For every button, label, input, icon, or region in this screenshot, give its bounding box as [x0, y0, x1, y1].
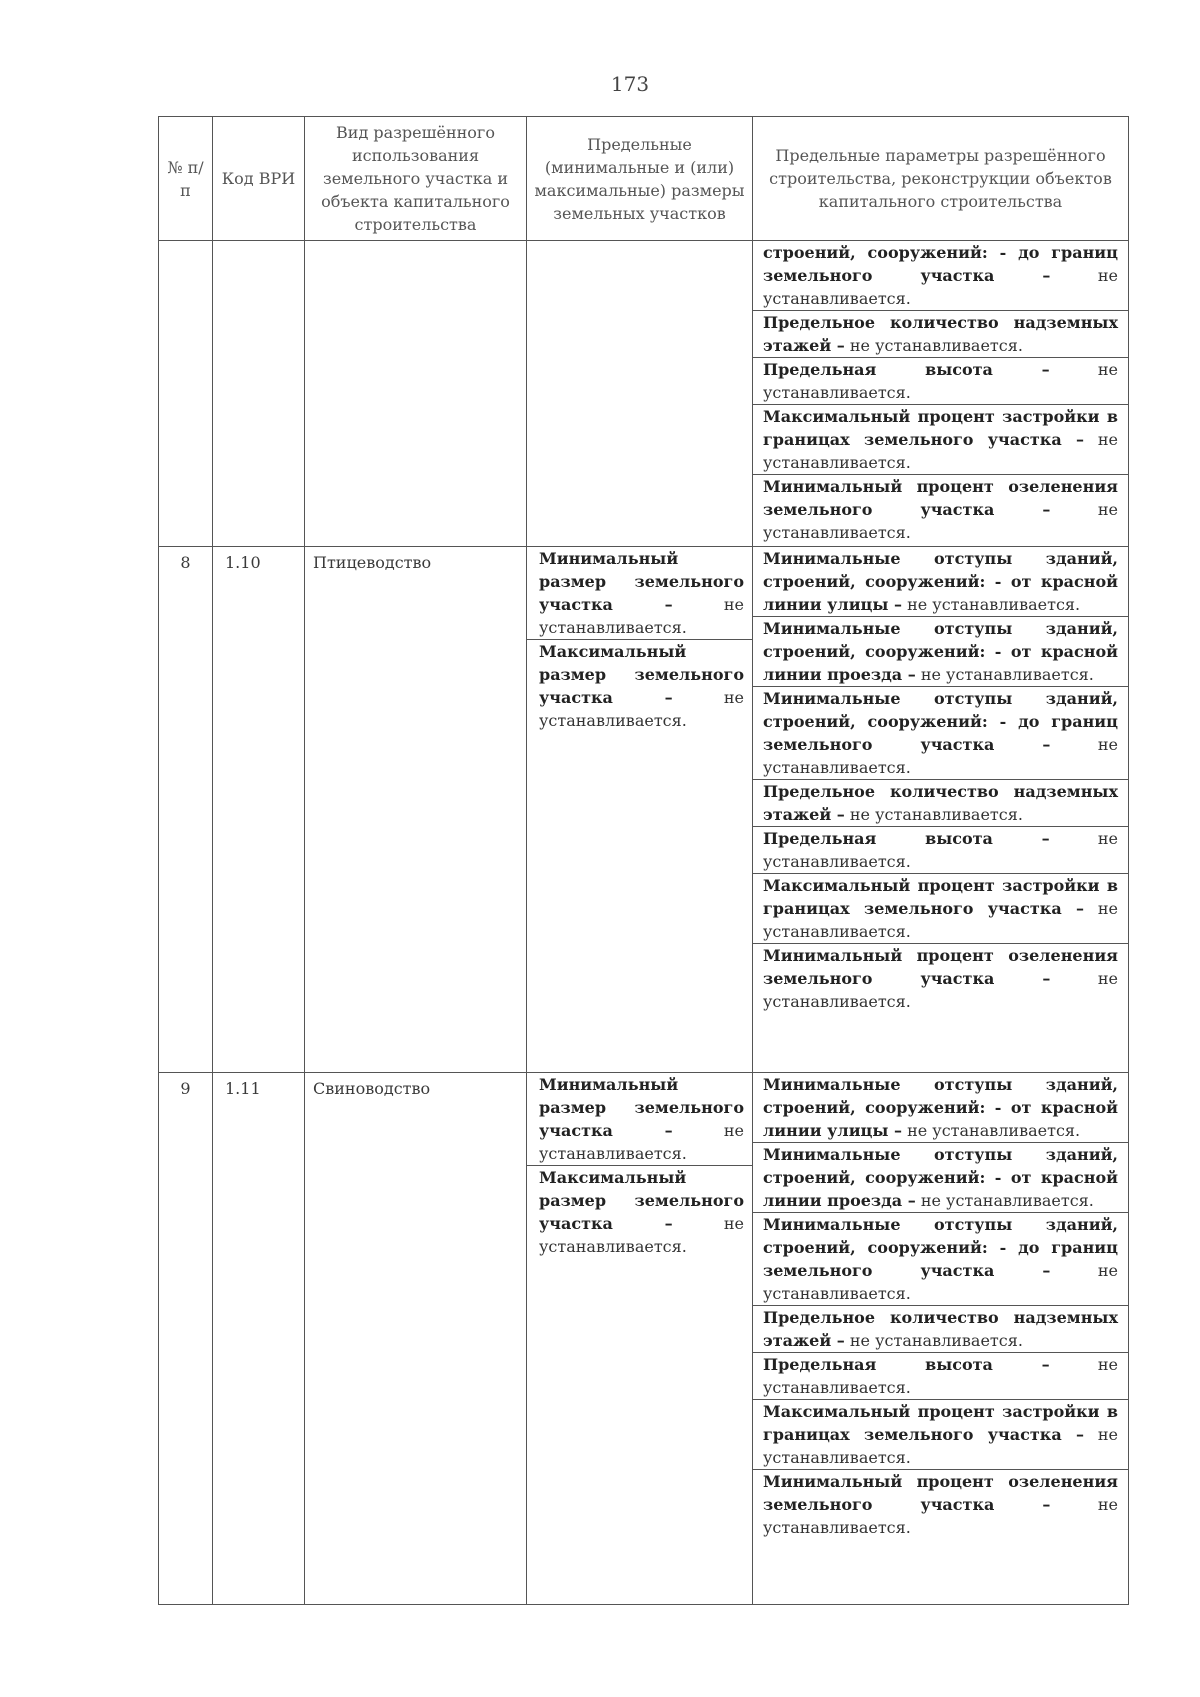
- size-item-label: Максимальный размер земельного участка –: [539, 642, 744, 707]
- param-item-label: Предельное количество надземных этажей –: [763, 782, 1118, 824]
- param-item: [753, 780, 1128, 827]
- param-item-label: Предельное количество надземных этажей –: [763, 313, 1118, 355]
- cell-code: [213, 241, 305, 547]
- param-item: [753, 1353, 1128, 1400]
- param-item-label: Предельная высота –: [763, 829, 1050, 848]
- size-item: [527, 1166, 752, 1258]
- param-item-label: Предельная высота –: [763, 1355, 1050, 1374]
- size-item: [527, 640, 752, 732]
- param-item-value: не устанавливается.: [915, 1191, 1094, 1210]
- param-item-label: Минимальные отступы зданий, строений, сооружений: - до границ земельного участка –: [763, 1215, 1118, 1280]
- param-item-label: Максимальный процент застройки в границах земельного участка –: [763, 876, 1118, 918]
- size-item-label: Минимальный размер земельного участка –: [539, 1075, 744, 1140]
- size-item-value: не устанавливается.: [539, 595, 744, 637]
- page-number: 173: [610, 72, 650, 96]
- size-item-value: не устанавливается.: [539, 688, 744, 730]
- cell-params: [753, 1073, 1129, 1605]
- param-item-label: Максимальный процент застройки в границах земельного участка –: [763, 1402, 1118, 1444]
- param-item-value: не устанавливается.: [763, 500, 1118, 542]
- param-item: [753, 547, 1128, 617]
- param-item: [753, 874, 1128, 944]
- param-item-value: не устанавливается.: [763, 1261, 1118, 1303]
- param-item-value: не устанавливается.: [763, 969, 1118, 1011]
- cell-vri: [305, 241, 527, 547]
- param-item-label: Максимальный процент застройки в границах земельного участка –: [763, 407, 1118, 449]
- param-item: [753, 827, 1128, 874]
- param-item: [753, 1073, 1128, 1143]
- param-item-value: не устанавливается.: [763, 1425, 1118, 1467]
- size-item-value: не устанавливается.: [539, 1121, 744, 1163]
- cell-num: 9: [159, 1073, 213, 1605]
- cell-params: [753, 547, 1129, 1073]
- cell-num: [159, 241, 213, 547]
- param-item-label: Минимальные отступы зданий, строений, сооружений: - от красной линии улицы –: [763, 549, 1118, 614]
- param-item-value: не устанавливается.: [763, 829, 1118, 871]
- cell-vri: Свиноводство: [305, 1073, 527, 1605]
- param-item: [753, 475, 1128, 544]
- sizes-stack: [527, 1073, 752, 1258]
- param-item-label: Минимальный процент озеленения земельного участка –: [763, 477, 1118, 519]
- params-stack: [753, 1073, 1128, 1539]
- header-code: Код ВРИ: [213, 117, 305, 241]
- size-item: [527, 547, 752, 640]
- param-item: [753, 1470, 1128, 1539]
- header-num: № п/п: [159, 117, 213, 241]
- param-item-label: Минимальные отступы зданий, строений, сооружений: - от красной линии улицы –: [763, 1075, 1118, 1140]
- param-item: [753, 944, 1128, 1013]
- param-item-label: Минимальные отступы зданий, строений, сооружений: - до границ земельного участка –: [763, 689, 1118, 754]
- param-item-label: Минимальные отступы зданий, строений, сооружений: - от красной линии проезда –: [763, 619, 1118, 684]
- param-item-value: не устанавливается.: [763, 360, 1118, 402]
- cell-code: 1.10: [213, 547, 305, 1073]
- size-item-label: Минимальный размер земельного участка –: [539, 549, 744, 614]
- param-item: [753, 687, 1128, 780]
- param-item: [753, 311, 1128, 358]
- param-item-label: строений, сооружений: - до границ земельного участка –: [763, 243, 1118, 285]
- param-item-label: Предельное количество надземных этажей –: [763, 1308, 1118, 1350]
- param-item: [753, 1213, 1128, 1306]
- param-item-value: не устанавливается.: [763, 1355, 1118, 1397]
- params-stack: [753, 241, 1128, 544]
- regulations-table: [158, 116, 1129, 1605]
- table-row-continued: [159, 241, 1129, 547]
- param-item-value: не устанавливается.: [844, 1331, 1023, 1350]
- param-item: [753, 1400, 1128, 1470]
- param-item-label: Минимальный процент озеленения земельного участка –: [763, 946, 1118, 988]
- cell-code: 1.11: [213, 1073, 305, 1605]
- table-row: [159, 1073, 1129, 1605]
- param-item-value: не устанавливается.: [844, 805, 1023, 824]
- cell-vri: Птицеводство: [305, 547, 527, 1073]
- param-item: [753, 1143, 1128, 1213]
- table-row: [159, 547, 1129, 1073]
- param-item: [753, 405, 1128, 475]
- param-item-value: не устанавливается.: [763, 735, 1118, 777]
- param-item-value: не устанавливается.: [763, 1495, 1118, 1537]
- header-params: Предельные параметры разрешённого строительства, реконструкции объектов капитального строительства: [753, 117, 1129, 241]
- table-header-row: [159, 117, 1129, 241]
- param-item-label: Предельная высота –: [763, 360, 1050, 379]
- param-item-value: не устанавливается.: [844, 336, 1023, 355]
- header-sizes: Предельные (минимальные и (или) максимальные) размеры земельных участков: [527, 117, 753, 241]
- cell-params: [753, 241, 1129, 547]
- cell-sizes: [527, 1073, 753, 1605]
- sizes-stack: [527, 547, 752, 732]
- size-item-value: не устанавливается.: [539, 1214, 744, 1256]
- param-item: [753, 241, 1128, 311]
- size-item: [527, 1073, 752, 1166]
- param-item-label: Минимальный процент озеленения земельного участка –: [763, 1472, 1118, 1514]
- param-item-value: не устанавливается.: [915, 665, 1094, 684]
- param-item-label: Минимальные отступы зданий, строений, сооружений: - от красной линии проезда –: [763, 1145, 1118, 1210]
- param-item-value: не устанавливается.: [763, 899, 1118, 941]
- header-vri: Вид разрешённого использования земельного участка и объекта капитального строительства: [305, 117, 527, 241]
- cell-sizes: [527, 547, 753, 1073]
- param-item: [753, 1306, 1128, 1353]
- cell-sizes: [527, 241, 753, 547]
- cell-num: 8: [159, 547, 213, 1073]
- param-item-value: не устанавливается.: [763, 430, 1118, 472]
- size-item-label: Максимальный размер земельного участка –: [539, 1168, 744, 1233]
- params-stack: [753, 547, 1128, 1013]
- param-item-value: не устанавливается.: [763, 266, 1118, 308]
- param-item: [753, 617, 1128, 687]
- param-item-value: не устанавливается.: [901, 1121, 1081, 1140]
- param-item-value: не устанавливается.: [901, 595, 1081, 614]
- param-item: [753, 358, 1128, 405]
